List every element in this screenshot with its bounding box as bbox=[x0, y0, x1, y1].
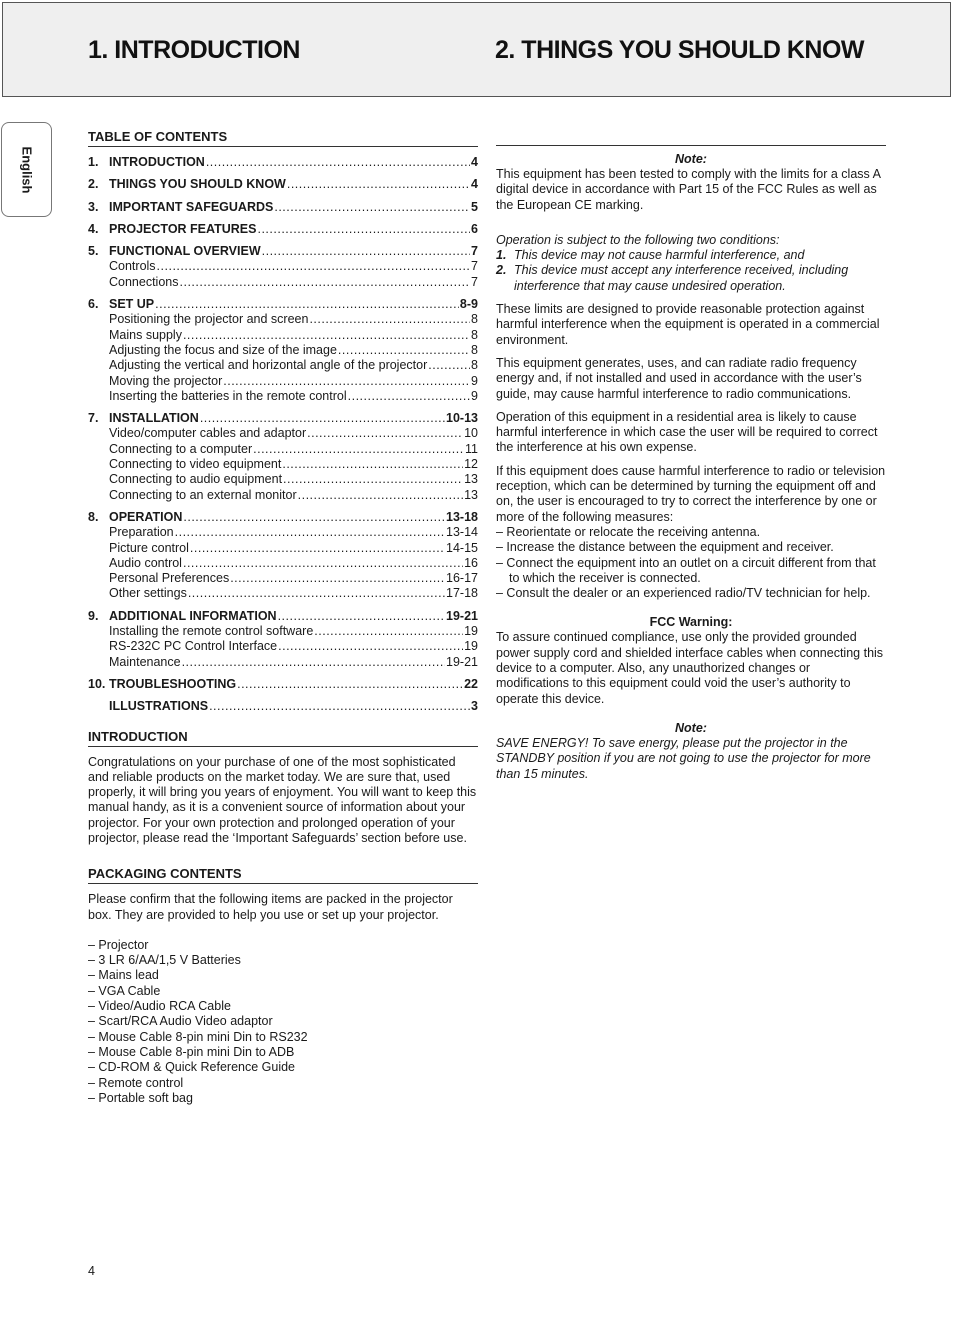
note-title: Note: bbox=[675, 152, 707, 166]
toc-group bbox=[88, 609, 478, 670]
toc-subentry-page: 10 bbox=[464, 426, 478, 441]
toc-leader-dots bbox=[209, 699, 470, 714]
language-tab bbox=[1, 122, 52, 217]
packaging-item: – 3 LR 6/AA/1,5 V Batteries bbox=[88, 953, 241, 968]
packaging-item: – Mouse Cable 8-pin mini Din to ADB bbox=[88, 1044, 295, 1059]
paragraph: This equipment generates, uses, and can radiate radio frequency energy and, if not installed and used in accordance with the user’s guide, may cause harmful interference to radio communications. bbox=[496, 355, 862, 401]
section-title-introduction: 1. INTRODUCTION bbox=[88, 36, 300, 64]
paragraph: These limits are designed to provide reasonable protection against harmful interference when the equipment is operated in a commercial environment. bbox=[496, 302, 880, 347]
toc-group bbox=[88, 244, 478, 290]
toc-entry bbox=[88, 244, 478, 259]
packaging-heading: PACKAGING CONTENTS bbox=[88, 866, 478, 884]
toc-leader-dots bbox=[262, 244, 470, 259]
introduction-heading: INTRODUCTION bbox=[88, 729, 478, 747]
toc-entry-label: PROJECTOR FEATURES bbox=[109, 221, 257, 236]
toc-subentry bbox=[88, 639, 478, 654]
toc-subentry bbox=[88, 358, 478, 373]
section-title-things-to-know: 2. THINGS YOU SHOULD KNOW bbox=[495, 36, 865, 64]
note-text: This equipment has been tested to comply with the limits for a class A digital device in accordance with Part 15 of the FCC Rules as well as the European CE marking. bbox=[496, 167, 881, 212]
toc-subentry bbox=[88, 472, 478, 487]
condition-number: 2. bbox=[496, 263, 507, 278]
toc-leader-dots bbox=[157, 259, 471, 274]
toc-leader-dots bbox=[287, 177, 470, 192]
introduction-text: Congratulations on your purchase of one of the most sophisticated and reliable products on the market today. We are sure that, used properly, it will bring you years of enjoyment. You will want to keep this manual handy, as it is a convenient source of information about your projector. For your own protection and prolonged operation of your projector, please read the ‘Important Safeguards’ section before use. bbox=[88, 754, 477, 845]
condition-number: 1. bbox=[496, 248, 507, 263]
toc-leader-dots bbox=[237, 677, 463, 692]
toc-subentry bbox=[88, 541, 478, 556]
toc-subentry-label: Personal Preferences bbox=[109, 571, 230, 586]
toc-leader-dots bbox=[223, 374, 470, 389]
packaging-list bbox=[88, 938, 478, 1106]
toc-subentry-label: Inserting the batteries in the remote control bbox=[109, 388, 347, 403]
toc-leader-dots bbox=[298, 488, 463, 503]
toc-leader-dots bbox=[338, 343, 470, 358]
toc-subentry-page: 9 bbox=[471, 373, 478, 388]
toc-subentry-label: Connecting to an external monitor bbox=[109, 487, 297, 502]
toc-subentry bbox=[88, 571, 478, 586]
toc-subentry-page: 13 bbox=[464, 472, 478, 487]
packaging-item: – Remote control bbox=[88, 1075, 184, 1090]
toc-group bbox=[88, 297, 478, 404]
measure-item: – Consult the dealer or an experienced radio/TV technician for help. bbox=[496, 586, 871, 601]
toc-subentry bbox=[88, 457, 478, 472]
toc-entry-page: 8-9 bbox=[459, 297, 478, 312]
toc-leader-dots bbox=[188, 586, 445, 601]
packaging-item: – Video/Audio RCA Cable bbox=[88, 999, 231, 1014]
toc-subentry bbox=[88, 426, 478, 441]
toc-entry bbox=[88, 699, 478, 714]
toc-entry-number: 8. bbox=[88, 509, 99, 524]
toc-leader-dots bbox=[428, 358, 470, 373]
toc-leader-dots bbox=[175, 525, 445, 540]
fcc-warning-title: FCC Warning: bbox=[649, 615, 733, 630]
toc-subentry-page: 8 bbox=[471, 312, 478, 327]
toc-leader-dots bbox=[230, 571, 445, 586]
toc-subentry-label: Picture control bbox=[109, 540, 189, 555]
toc-subentry-label: Adjusting the focus and size of the image bbox=[109, 342, 337, 357]
toc-subentry bbox=[88, 624, 478, 639]
condition-item bbox=[496, 263, 886, 294]
toc-subentry-label: Moving the projector bbox=[109, 373, 223, 388]
toc-subentry-label: Other settings bbox=[109, 586, 187, 601]
toc-group bbox=[88, 155, 478, 170]
left-column bbox=[88, 129, 478, 1114]
page-number: 4 bbox=[88, 1264, 95, 1278]
toc-subentry-label: Maintenance bbox=[109, 654, 181, 669]
save-energy-note: SAVE ENERGY! To save energy, please put the projector in the STANDBY position if you are not going to use the projector for more than 15 minutes. bbox=[496, 735, 871, 781]
packaging-item: – CD-ROM & Quick Reference Guide bbox=[88, 1060, 296, 1075]
toc-group bbox=[88, 411, 478, 503]
toc-subentry-page: 7 bbox=[471, 259, 478, 274]
toc-subentry-page: 13 bbox=[464, 487, 478, 502]
toc-entry-page: 22 bbox=[464, 676, 478, 691]
toc-entry-page: 3 bbox=[471, 699, 478, 714]
language-tab-label: English bbox=[19, 146, 34, 193]
toc-entry-page: 5 bbox=[471, 199, 478, 214]
toc-leader-dots bbox=[283, 472, 463, 487]
toc-subentry-page: 13-14 bbox=[446, 525, 478, 540]
paragraph: If this equipment does cause harmful interference to radio or television reception, which can be determined by turning the equipment off and on, the user is encouraged to try to correct the interference by one or more of the following measures: bbox=[496, 463, 886, 524]
toc-entry bbox=[88, 510, 478, 525]
toc-entry-label: OPERATION bbox=[109, 509, 183, 524]
packaging-item: – Mouse Cable 8-pin mini Din to RS232 bbox=[88, 1029, 308, 1044]
toc-leader-dots bbox=[180, 275, 471, 290]
toc-entry-label: THINGS YOU SHOULD KNOW bbox=[109, 177, 286, 192]
toc-subentry bbox=[88, 655, 478, 670]
toc-entry-page: 7 bbox=[471, 244, 478, 259]
toc-leader-dots bbox=[190, 541, 445, 556]
toc-entry-number: 9. bbox=[88, 608, 99, 623]
toc-leader-dots bbox=[155, 297, 459, 312]
toc-leader-dots bbox=[348, 389, 470, 404]
toc-entry-page: 4 bbox=[471, 177, 478, 192]
toc-subentry-label: Connections bbox=[109, 274, 179, 289]
toc-subentry-page: 16-17 bbox=[446, 571, 478, 586]
toc-entry bbox=[88, 200, 478, 215]
toc-subentry-label: Adjusting the vertical and horizontal angle of the projector bbox=[109, 358, 428, 373]
toc-entry-label: INSTALLATION bbox=[109, 411, 199, 426]
toc-leader-dots bbox=[183, 556, 463, 571]
toc-entry-number: 10. bbox=[88, 676, 106, 691]
condition-text: This device may not cause harmful interference, and bbox=[514, 248, 805, 263]
toc-entry-label: ILLUSTRATIONS bbox=[109, 699, 209, 714]
table-of-contents bbox=[88, 155, 478, 715]
toc-subentry bbox=[88, 328, 478, 343]
toc-entry bbox=[88, 677, 478, 692]
toc-subentry-page: 8 bbox=[471, 358, 478, 373]
toc-subentry-page: 16 bbox=[464, 555, 478, 570]
toc-subentry bbox=[88, 312, 478, 327]
toc-entry-label: FUNCTIONAL OVERVIEW bbox=[109, 244, 261, 259]
toc-entry-number: 7. bbox=[88, 411, 99, 426]
toc-subentry-label: Installing the remote control software bbox=[109, 624, 314, 639]
toc-entry-number: 2. bbox=[88, 177, 99, 192]
toc-entry-label: INTRODUCTION bbox=[109, 155, 205, 169]
toc-group bbox=[88, 510, 478, 602]
toc-leader-dots bbox=[253, 442, 464, 457]
toc-subentry-page: 19 bbox=[464, 639, 478, 654]
toc-entry-label: TROUBLESHOOTING bbox=[109, 676, 237, 691]
toc-subentry bbox=[88, 259, 478, 274]
toc-entry-number: 3. bbox=[88, 199, 99, 214]
toc-leader-dots bbox=[309, 312, 470, 327]
toc-subentry-page: 11 bbox=[465, 441, 478, 456]
paragraph: Operation of this equipment in a residential area is likely to cause harmful interference in which case the user will be required to correct the interference at his own expense. bbox=[496, 409, 878, 455]
toc-entry bbox=[88, 177, 478, 192]
toc-subentry-page: 14-15 bbox=[446, 540, 478, 555]
conditions-intro: Operation is subject to the following two conditions: bbox=[496, 232, 780, 247]
measure-item: – Increase the distance between the equipment and receiver. bbox=[496, 540, 834, 555]
toc-subentry-page: 9 bbox=[471, 388, 478, 403]
toc-entry-number: 1. bbox=[88, 155, 99, 169]
toc-group bbox=[88, 699, 478, 714]
toc-entry bbox=[88, 155, 478, 170]
right-column bbox=[496, 145, 886, 790]
toc-subentry bbox=[88, 586, 478, 601]
toc-entry-page: 13-18 bbox=[446, 509, 478, 524]
toc-subentry-label: Mains supply bbox=[109, 327, 182, 342]
toc-entry-label: ADDITIONAL INFORMATION bbox=[109, 608, 277, 623]
toc-subentry bbox=[88, 389, 478, 404]
toc-subentry-label: RS-232C PC Control Interface bbox=[109, 639, 278, 654]
toc-subentry-page: 12 bbox=[464, 457, 478, 472]
toc-leader-dots bbox=[307, 426, 463, 441]
measure-item: – Connect the equipment into an outlet on a circuit different from that to which the receiver is connected. bbox=[496, 555, 876, 585]
packaging-item: – Projector bbox=[88, 937, 149, 952]
toc-entry-number: 4. bbox=[88, 221, 99, 236]
toc-leader-dots bbox=[274, 200, 470, 215]
toc-leader-dots bbox=[278, 639, 463, 654]
toc-subentry-label: Positioning the projector and screen bbox=[109, 312, 309, 327]
toc-group bbox=[88, 222, 478, 237]
toc-entry bbox=[88, 222, 478, 237]
toc-leader-dots bbox=[182, 655, 445, 670]
toc-group bbox=[88, 200, 478, 215]
toc-entry-label: SET UP bbox=[109, 297, 155, 312]
toc-subentry-label: Preparation bbox=[109, 525, 174, 540]
divider bbox=[496, 145, 886, 146]
toc-leader-dots bbox=[200, 411, 445, 426]
toc-subentry bbox=[88, 343, 478, 358]
toc-entry bbox=[88, 411, 478, 426]
toc-title: TABLE OF CONTENTS bbox=[88, 129, 478, 147]
toc-subentry-label: Audio control bbox=[109, 555, 182, 570]
toc-subentry bbox=[88, 525, 478, 540]
fcc-warning-text: To assure continued compliance, use only the provided grounded power supply cord and shielded interface cables when connecting this device to a computer. Also, any unauthorized changes or modifications to this equipment could void the user’s authority to operate this device. bbox=[496, 630, 884, 706]
toc-entry-number: 6. bbox=[88, 297, 99, 312]
toc-subentry-page: 19 bbox=[464, 624, 478, 639]
toc-entry-page: 19-21 bbox=[446, 608, 478, 623]
measures-list bbox=[496, 525, 886, 601]
toc-entry-number: 5. bbox=[88, 244, 99, 259]
toc-group bbox=[88, 677, 478, 692]
toc-subentry bbox=[88, 442, 478, 457]
packaging-text: Please confirm that the following items are packed in the projector box. They are provided to help you use or set up your projector. bbox=[88, 892, 453, 922]
toc-subentry-label: Connecting to audio equipment bbox=[109, 472, 283, 487]
toc-subentry-page: 7 bbox=[471, 274, 478, 289]
toc-leader-dots bbox=[257, 222, 470, 237]
toc-subentry bbox=[88, 374, 478, 389]
toc-subentry-page: 8 bbox=[471, 327, 478, 342]
packaging-item: – Mains lead bbox=[88, 968, 159, 983]
toc-entry-page: 4 bbox=[471, 155, 478, 169]
toc-group bbox=[88, 177, 478, 192]
toc-leader-dots bbox=[183, 328, 470, 343]
toc-leader-dots bbox=[183, 510, 445, 525]
toc-subentry-page: 17-18 bbox=[446, 586, 478, 601]
toc-subentry bbox=[88, 556, 478, 571]
packaging-item: – Scart/RCA Audio Video adaptor bbox=[88, 1014, 273, 1029]
note-title: Note: bbox=[675, 720, 707, 735]
toc-subentry-label: Connecting to a computer bbox=[109, 441, 253, 456]
toc-subentry-page: 8 bbox=[471, 342, 478, 357]
conditions-list bbox=[496, 248, 886, 294]
packaging-item: – Portable soft bag bbox=[88, 1090, 193, 1105]
toc-leader-dots bbox=[282, 457, 463, 472]
toc-entry bbox=[88, 297, 478, 312]
toc-leader-dots bbox=[206, 155, 470, 170]
toc-leader-dots bbox=[278, 609, 445, 624]
toc-entry-page: 6 bbox=[471, 221, 478, 236]
condition-text: This device must accept any interference received, including interference that may cause undesired operation. bbox=[514, 263, 849, 293]
toc-entry bbox=[88, 609, 478, 624]
toc-subentry bbox=[88, 488, 478, 503]
toc-subentry-label: Connecting to video equipment bbox=[109, 457, 282, 472]
toc-entry-label: IMPORTANT SAFEGUARDS bbox=[109, 199, 274, 214]
measure-item: – Reorientate or relocate the receiving antenna. bbox=[496, 524, 761, 539]
toc-subentry-label: Video/computer cables and adaptor bbox=[109, 426, 307, 441]
toc-subentry bbox=[88, 275, 478, 290]
toc-entry-page: 10-13 bbox=[446, 411, 478, 426]
toc-subentry-label: Controls bbox=[109, 259, 156, 274]
condition-item bbox=[496, 248, 886, 263]
toc-leader-dots bbox=[314, 624, 463, 639]
packaging-item: – VGA Cable bbox=[88, 983, 161, 998]
toc-subentry-page: 19-21 bbox=[446, 654, 478, 669]
